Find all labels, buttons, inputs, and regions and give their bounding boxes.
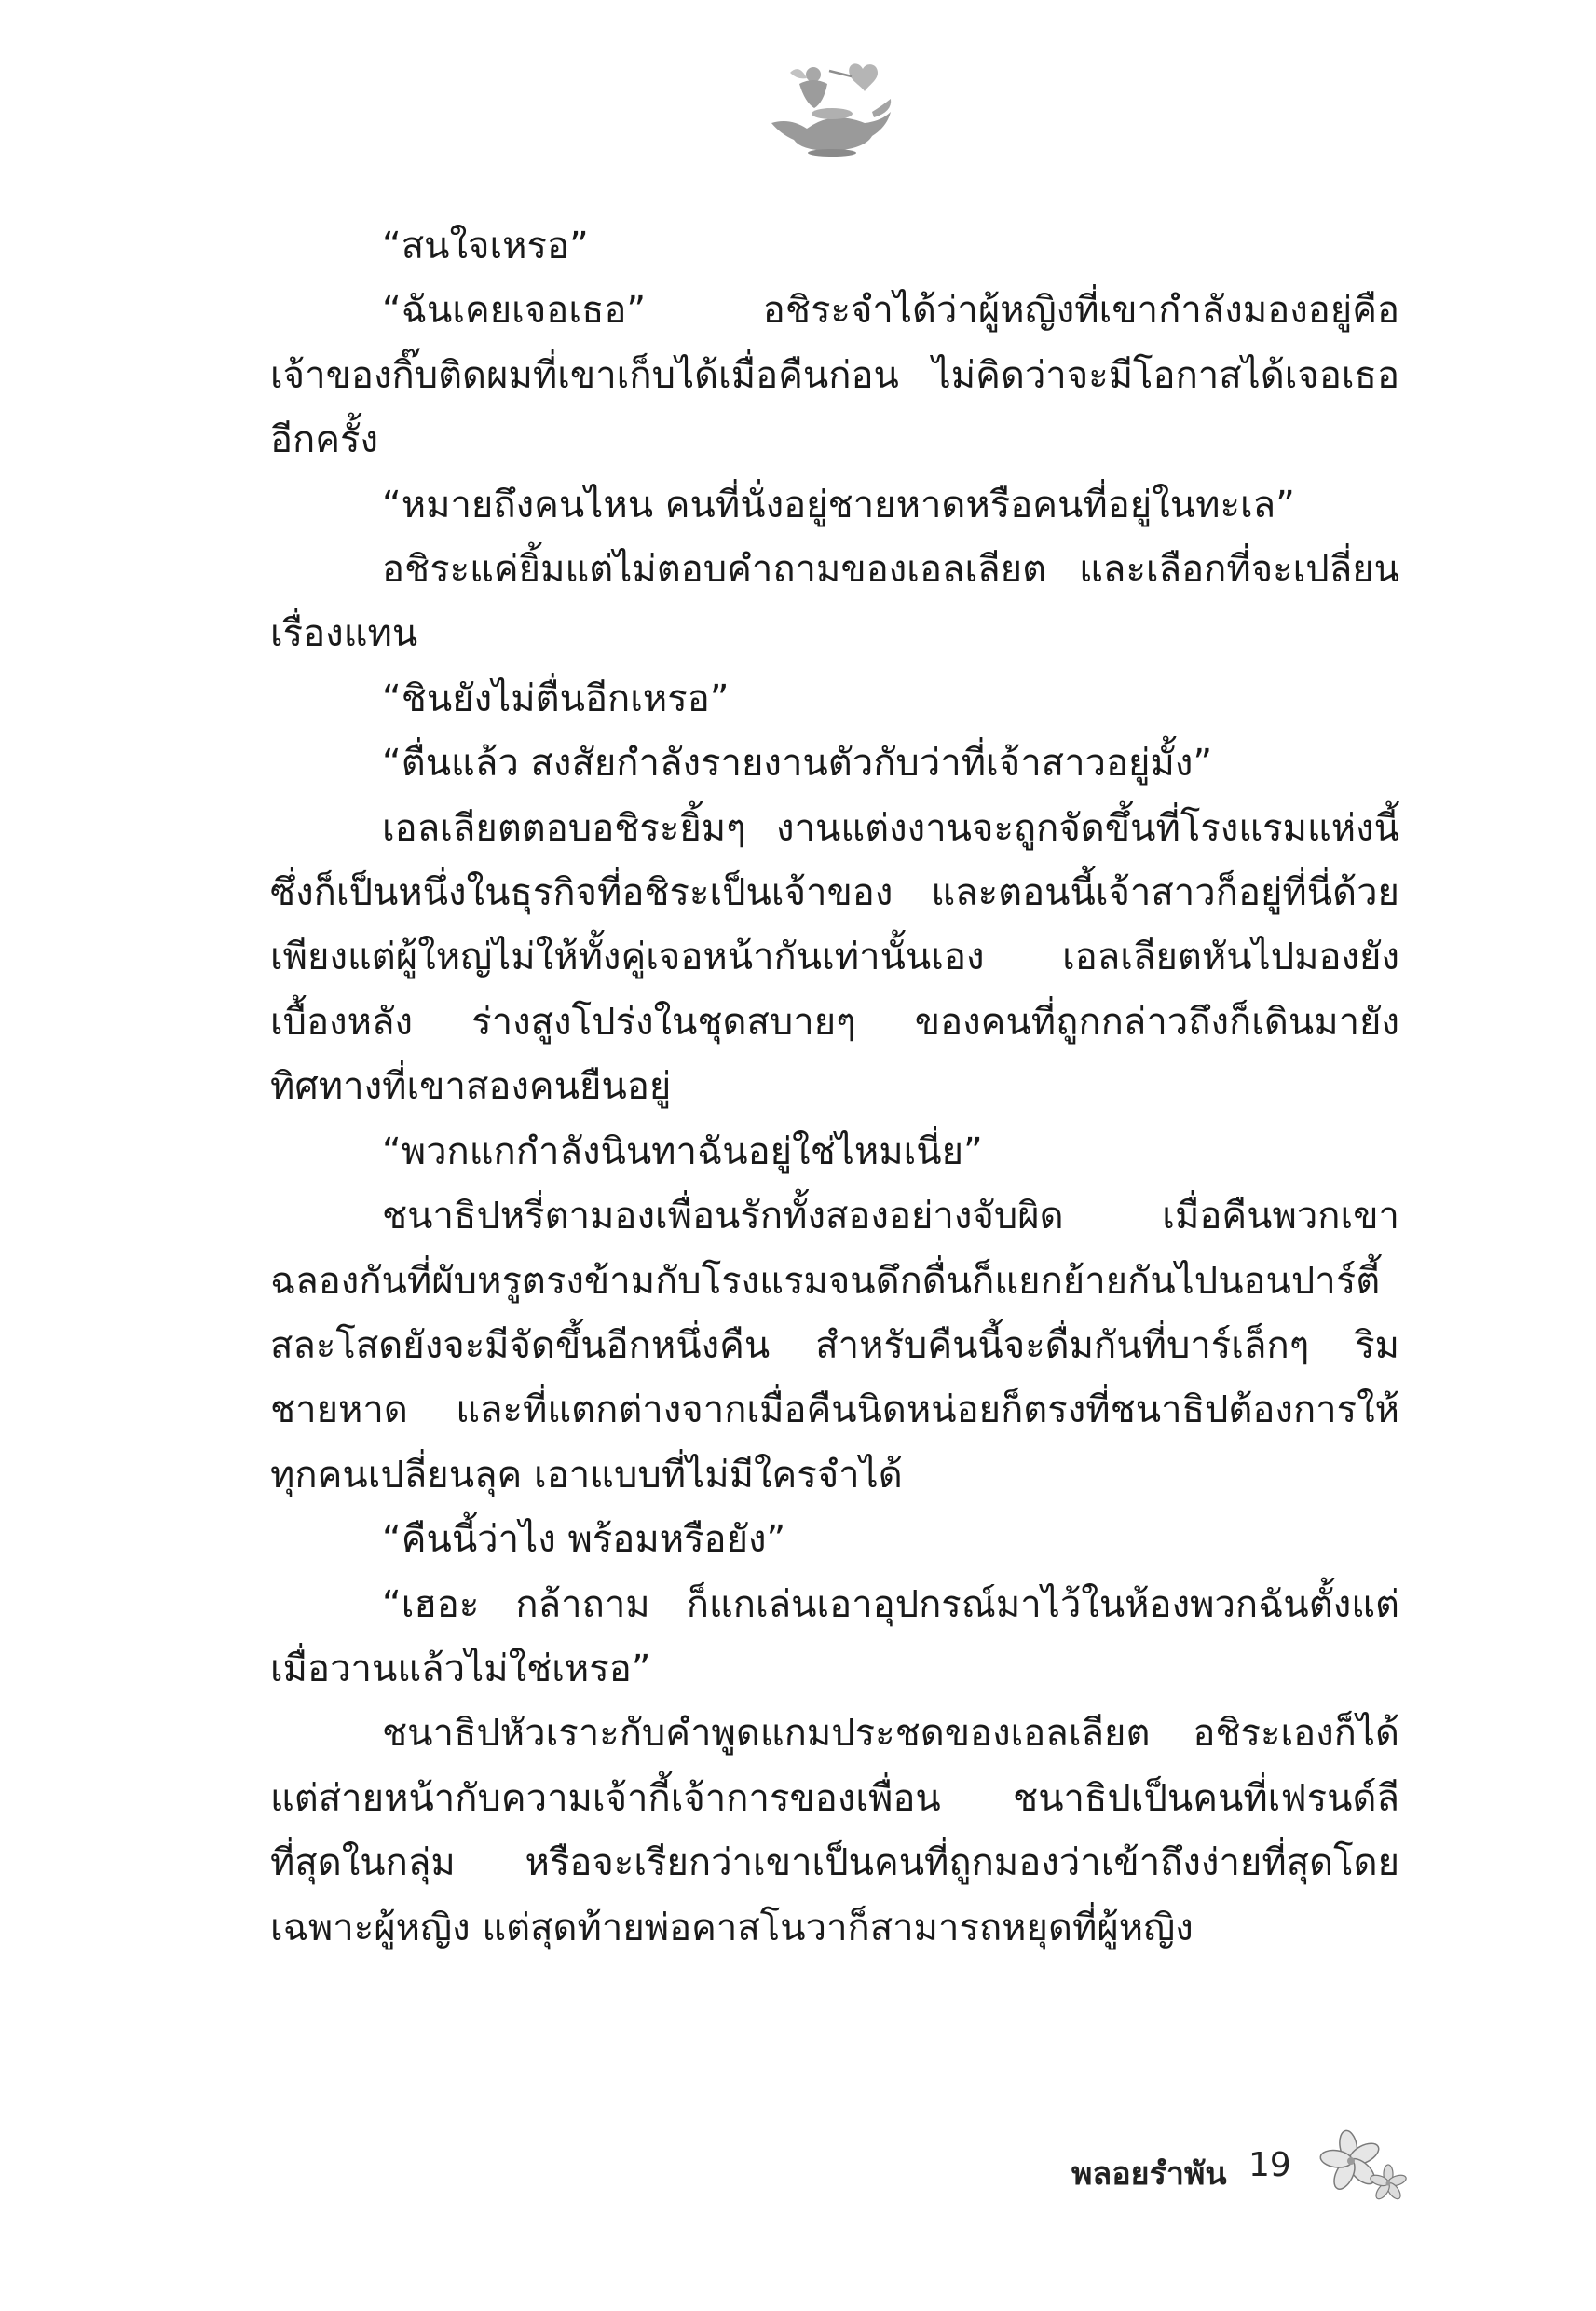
page-number: 19	[1248, 2146, 1291, 2184]
paragraph: “ชินยังไม่ตื่นอีกเหรอ”	[382, 677, 730, 720]
paragraph: “สนใจเหรอ”	[382, 225, 589, 267]
paragraph: “ฉันเคยเจอเธอ” อชิระจำได้ว่าผู้หญิงที่เขากำลังมองอยู่คือเจ้าของกิ๊บติดผมที่เขาเก็บได้เมื่อคืนก่อน ไม่คิดว่าจะมีโอกาสได้เจอเธออีกครั้ง	[270, 289, 1399, 462]
paragraph: “คืนนี้ว่าไง พร้อมหรือยัง”	[382, 1518, 786, 1562]
paragraph: ชนาธิปหรี่ตามองเพื่อนรักทั้งสองอย่างจับผิด เมื่อคืนพวกเขาฉลองกันที่ผับหรูตรงข้ามกับโรงแรมจนดึกดื่นก็แยกย้ายกันไปนอนปาร์ตี้สละโสดยังจะมีจัดขึ้นอีกหนึ่งคืน สำหรับคืนนี้จะดื่มกันที่บาร์เล็กๆ ริมชายหาด และที่แตกต่างจากเมื่อคืนนิดหน่อยก็ตรงที่ชนาธิปต้องการให้ทุกคนเปลี่ยนลุค เอาแบบที่ไม่มีใครจำได้	[270, 1195, 1399, 1497]
cupid-teapot-ornament-icon	[762, 56, 902, 158]
paragraph: “หมายถึงคนไหน คนที่นั่งอยู่ชายหาดหรือคนที่อยู่ในทะเล”	[382, 483, 1295, 526]
paragraph: “พวกแกกำลังนินทาฉันอยู่ใช่ไหมเนี่ย”	[382, 1129, 983, 1173]
plumeria-flower-icon	[1314, 2127, 1407, 2202]
chapter-body-text	[270, 214, 1399, 1961]
paragraph: “เฮอะ กล้าถาม ก็แกเล่นเอาอุปกรณ์มาไว้ในห้องพวกฉันตั้งแต่เมื่อวานแล้วไม่ใช่เหรอ”	[270, 1582, 1399, 1690]
paragraph: อชิระแค่ยิ้มแต่ไม่ตอบคำถามของเอลเลียต และเลือกที่จะเปลี่ยนเรื่องแทน	[270, 548, 1399, 656]
paragraph: ชนาธิปหัวเราะกับคำพูดแกมประชดของเอลเลียต อชิระเองก็ได้แต่ส่ายหน้ากับความเจ้ากี้เจ้าการของเพื่อน ชนาธิปเป็นคนที่เฟรนด์ลีที่สุดในกลุ่ม หรือจะเรียกว่าเขาเป็นคนที่ถูกมองว่าเข้าถึงง่ายที่สุดโดยเฉพาะผู้หญิง แต่สุดท้ายพ่อคาสโนวาก็สามารถหยุดที่ผู้หญิง	[270, 1712, 1399, 1949]
book-title: พลอยรำพัน	[1071, 2155, 1227, 2193]
page-footer	[1071, 2139, 1444, 2213]
paragraph: “ตื่นแล้ว สงสัยกำลังรายงานตัวกับว่าที่เจ้าสาวอยู่มั้ง”	[382, 742, 1213, 786]
paragraph: เอลเลียตตอบอชิระยิ้มๆ งานแต่งงานจะถูกจัดขึ้นที่โรงแรมแห่งนี้ซึ่งก็เป็นหนึ่งในธุรกิจที่อชิระเป็นเจ้าของ และตอนนี้เจ้าสาวก็อยู่ที่นี่ด้วยเพียงแต่ผู้ใหญ่ไม่ให้ทั้งคู่เจอหน้ากันเท่านั้นเอง เอลเลียตหันไปมองยังเบื้องหลัง ร่างสูงโปร่งในชุดสบายๆ ของคนที่ถูกกล่าวถึงก็เดินมายังทิศทางที่เขาสองคนยืนอยู่	[270, 806, 1399, 1109]
